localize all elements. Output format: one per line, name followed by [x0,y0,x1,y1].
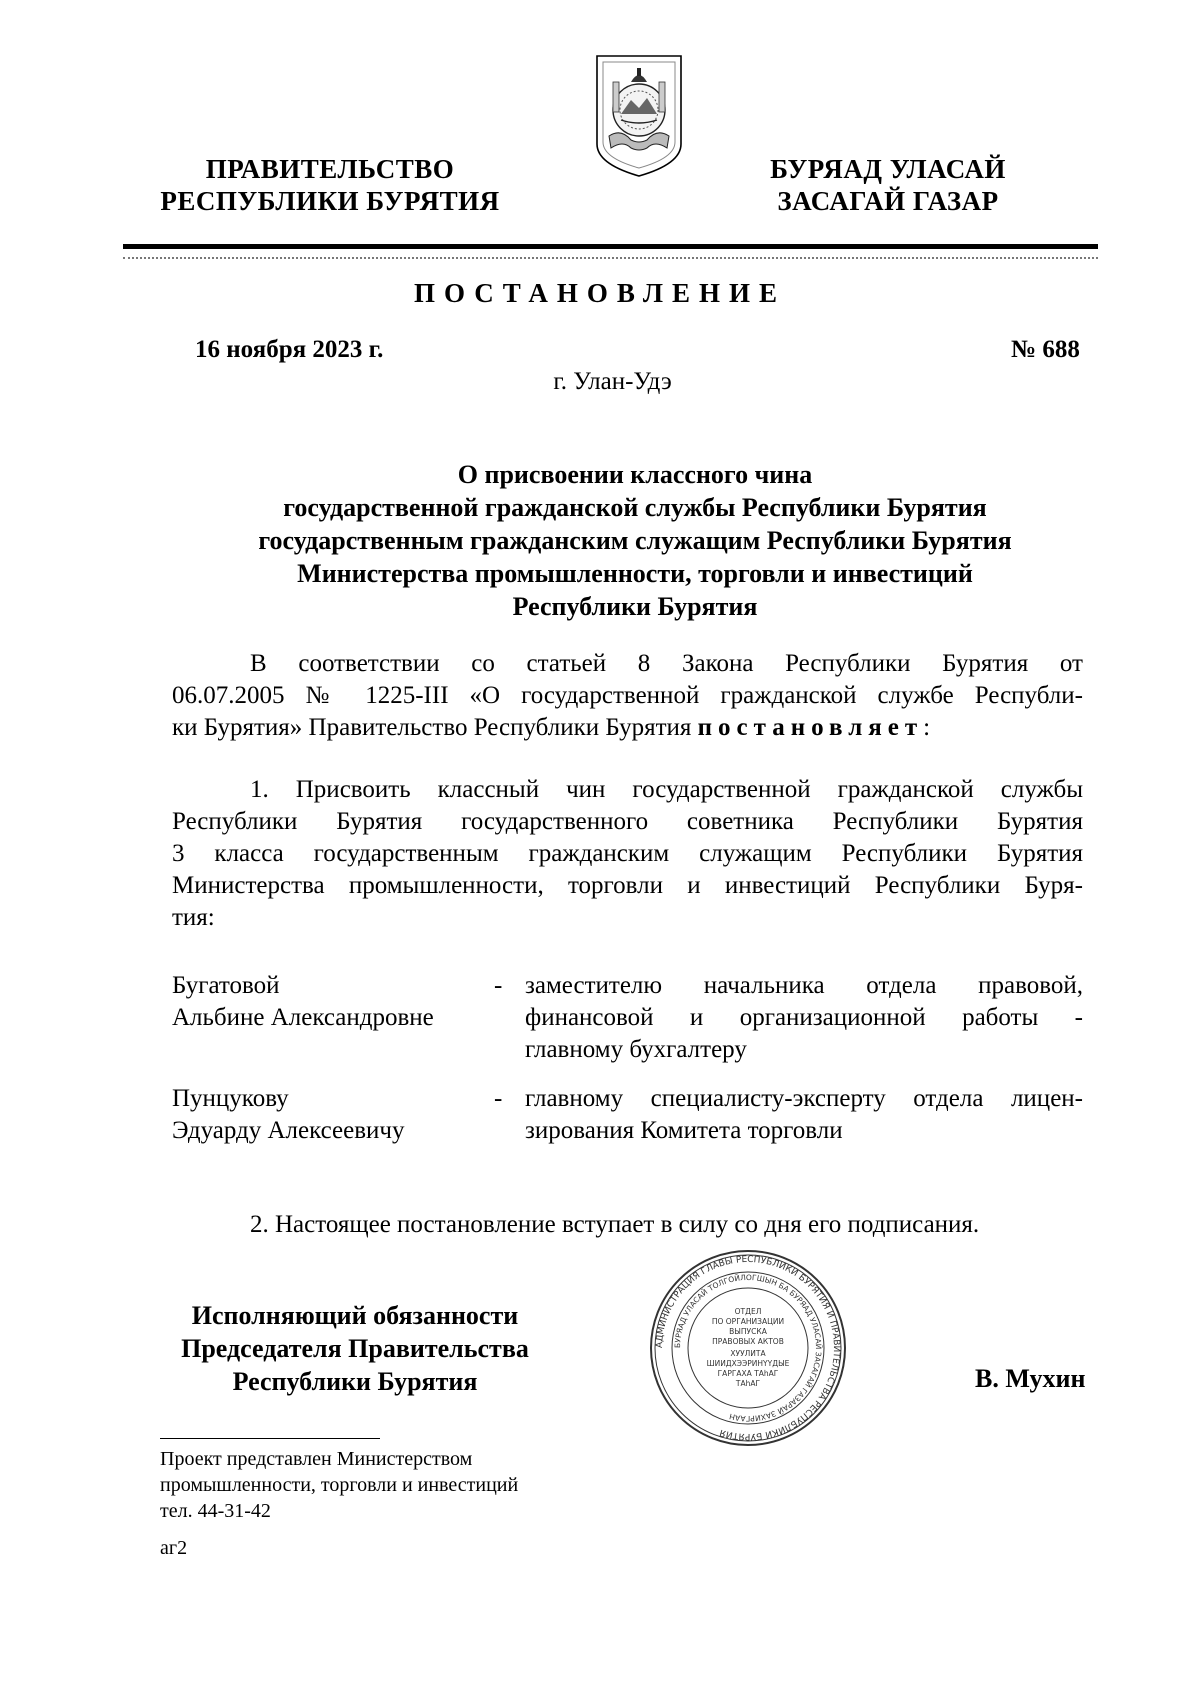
document-title [160,458,1110,623]
coat-of-arms-icon [591,52,687,180]
position-line: главному бухгалтеру [525,1036,747,1063]
footnote-line: промышленности, торговли и инвестиций [160,1474,519,1496]
header-rule-thin [123,257,1098,259]
document-code: аг2 [160,1537,188,1559]
official-stamp-icon [648,1248,848,1448]
title-line: государственной гражданской службы Республики Бурятия [283,493,987,522]
footnote-line: Проект представлен Министерством [160,1448,473,1470]
signatory-role-line: Председателя Правительства [181,1334,529,1363]
header-rule-thick [123,244,1098,249]
footnote-line: тел. 44-31-42 [160,1500,271,1522]
person-dash: - [494,1085,503,1112]
preamble-line [172,712,1083,744]
footnote-rule [160,1438,380,1439]
position-line: заместителю начальника отдела правовой, [525,972,1083,999]
stamp-center-line: ХУУЛИТА [730,1349,766,1358]
person-position [525,970,1083,1066]
stamp-center-line: ВЫПУСКА [729,1327,767,1336]
item-2-line: 2. Настоящее постановление вступает в силу со дня его подписания. [250,1211,980,1238]
item-1-line: 3 класса государственным гражданским служащим Республики Бурятия [172,840,1083,867]
position-line: зирования Комитета торговли [525,1117,843,1144]
footnote [160,1446,518,1524]
preamble-line3-suffix: : [923,714,931,741]
item-1-line: тия: [172,904,215,931]
title-line: Республики Бурятия [512,592,758,621]
signatory-role-line: Республики Бурятия [232,1367,478,1396]
document-city: г. Улан-Удэ [553,368,672,395]
header-left [150,153,510,217]
preamble-line: В соответствии со статьей 8 Закона Республики Бурятия от [250,650,1083,677]
header-right-line1: БУРЯАД УЛАСАЙ [770,154,1006,184]
stamp-center-line: ГАРГАХА ТАһАГ [717,1369,779,1378]
signatory-role-line: Исполняющий обязанности [191,1301,519,1330]
item-1-paragraph [172,774,1083,934]
signatory-role [155,1299,555,1398]
preamble-paragraph [172,648,1083,744]
stamp-outer-text: АДМИНИСТРАЦИЯ ГЛАВЫ РЕСПУБЛИКИ БУРЯТИЯ И ПРАВИТЕЛЬСТВА РЕСПУБЛИКИ БУРЯТИЯ [654,1254,842,1442]
item-1-line: Республики Бурятия государственного советника Республики Бурятия [172,808,1083,835]
item-2-paragraph [172,1209,1083,1241]
header-right [738,153,1038,217]
preamble-line3-prefix: ки Бурятия» Правительство Республики Бурятия [172,714,698,741]
header-left-line2: РЕСПУБЛИКИ БУРЯТИЯ [160,186,500,216]
person-given-name: Альбине Александровне [172,1004,434,1031]
position-line: финансовой и организационной работы - [525,1004,1083,1031]
person-dash: - [494,972,503,999]
stamp-center-line: ТАһАГ [735,1379,761,1388]
title-line: Министерства промышленности, торговли и инвестиций [297,559,973,588]
title-line: О присвоении классного чина [457,460,813,489]
preamble-line: 06.07.2005 № 1225-III «О государственной гражданской службе Республи- [172,682,1083,709]
person-surname: Пунцукову [172,1085,289,1112]
position-line: главному специалисту-эксперту отдела лицен- [525,1085,1083,1112]
document-date: 16 ноября 2023 г. [195,336,384,363]
stamp-center-line: ШИИДХЭЭРИНҮҮДЫЕ [706,1359,790,1368]
document-number: № 688 [1011,336,1080,363]
person-surname: Бугатовой [172,972,280,999]
person-name [172,1083,492,1147]
person-name [172,970,492,1034]
person-given-name: Эдуарду Алексеевичу [172,1117,405,1144]
header-left-line1: ПРАВИТЕЛЬСТВО [205,154,455,184]
stamp-center-line: ПРАВОВЫХ АКТОВ [712,1337,784,1346]
stamp-center-line: ПО ОРГАНИЗАЦИИ [711,1317,785,1326]
stamp-inner-text: БУРЯАД УЛАСАЙ ТОЛГОЙЛОГШЫН БА БУРЯАД УЛАСАЙ ЗАСАГАЙ ГАЗАРАЙ ЗАХИРГААН [672,1272,824,1424]
person-position [525,1083,1083,1147]
stamp-center-line: ОТДЕЛ [734,1307,762,1316]
signatory-name: В. Мухин [975,1364,1086,1393]
document-type: ПОСТАНОВЛЕНИЕ [413,278,787,308]
item-1-line: Министерства промышленности, торговли и инвестиций Республики Буря- [172,872,1083,899]
item-1-line: 1. Присвоить классный чин государственной гражданской службы [250,776,1083,803]
decree-verb: постановляет [697,714,924,741]
title-line: государственным гражданским служащим Республики Бурятия [258,526,1012,555]
header-right-line2: ЗАСАГАЙ ГАЗАР [777,186,999,216]
